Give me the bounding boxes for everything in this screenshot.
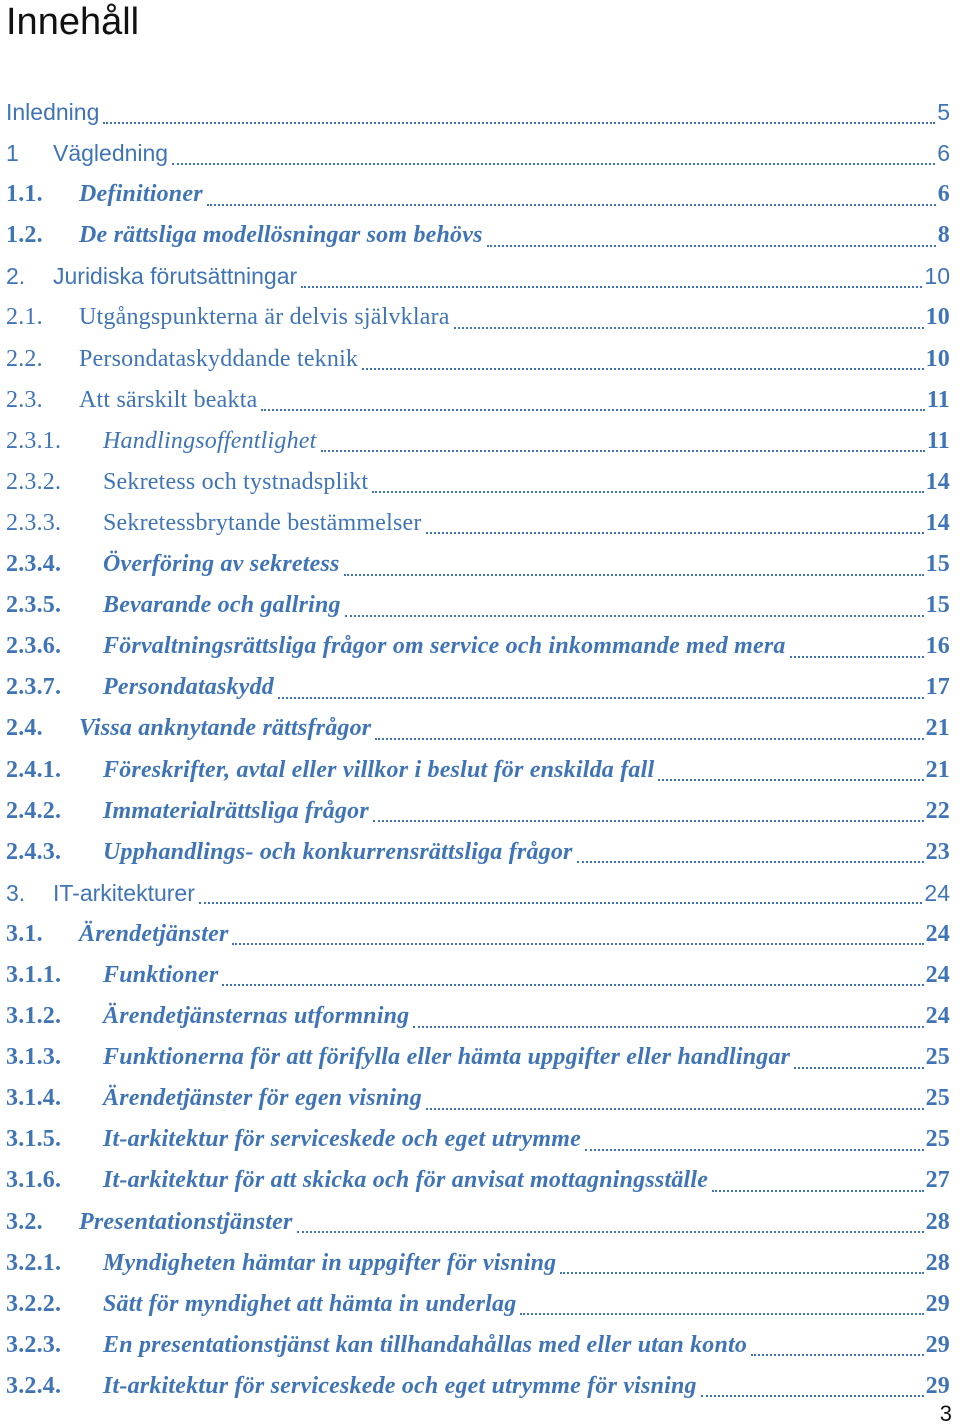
dot-leader: [577, 861, 924, 863]
toc-entry-title: Definitioner: [79, 181, 203, 208]
dot-leader: [790, 656, 924, 658]
toc-entry-page: 11: [926, 427, 950, 454]
toc-entry-number: 3.2.: [6, 1208, 43, 1235]
dot-leader: [362, 368, 923, 370]
toc-entry-title: Sekretess och tystnadsplikt: [103, 468, 369, 495]
toc-entry-title: IT-arkitekturer: [53, 879, 195, 906]
toc-entry-page: 21: [925, 715, 950, 742]
toc-entry-title: Funktionerna för att förifylla eller hämta uppgifter eller handlingar: [103, 1044, 791, 1071]
dot-leader: [585, 1149, 924, 1151]
toc-entry-title: Juridiska förutsättningar: [53, 263, 298, 290]
toc-entry-1-2[interactable]: [0, 215, 960, 256]
toc-entry-page: 11: [926, 386, 950, 413]
toc-entry-number: 3.1.5.: [6, 1126, 62, 1153]
toc-entry-2-1[interactable]: [0, 297, 960, 338]
toc-entry-number: 2.3.3.: [6, 509, 62, 536]
dot-leader: [344, 574, 924, 576]
toc-entry-number: 3.2.2.: [6, 1290, 62, 1317]
toc-entry-title: Ärendetjänster för egen visning: [103, 1085, 422, 1112]
dot-leader: [301, 286, 922, 288]
dot-leader: [658, 779, 923, 781]
toc-entry-title: Att särskilt beakta: [79, 386, 258, 413]
toc-entry-title: Persondataskydd: [103, 674, 274, 701]
dot-leader: [345, 615, 924, 617]
toc-entry-page: 6: [937, 140, 950, 167]
toc-entry-2-3-4[interactable]: [0, 544, 960, 585]
toc-entry-page: 25: [925, 1044, 950, 1071]
page-title: Innehåll: [6, 1, 140, 43]
dot-leader: [413, 1026, 923, 1028]
toc-entry-number: 2.1.: [6, 304, 43, 331]
toc-entry-page: 10: [925, 304, 950, 331]
dot-leader: [297, 1231, 924, 1233]
toc-entry-title: Överföring av sekretess: [103, 551, 340, 578]
toc-entry-number: 1.1.: [6, 181, 43, 208]
toc-entry-number: 3.1.: [6, 920, 43, 947]
toc-entry-2-4[interactable]: [0, 708, 960, 749]
toc-entry-title: Handlingsoffentlighet: [103, 427, 317, 454]
toc-entry-page: 23: [925, 838, 950, 865]
toc-entry-number: 3.1.4.: [6, 1085, 62, 1112]
toc-entry-title: En presentationstjänst kan tillhandahållas med eller utan konto: [103, 1331, 748, 1358]
toc-entry-title: Ärendetjänsternas utformning: [103, 1003, 410, 1030]
dot-leader: [520, 1313, 923, 1315]
dot-leader: [487, 245, 936, 247]
dot-leader: [222, 984, 923, 986]
dot-leader: [560, 1272, 923, 1274]
dot-leader: [232, 943, 923, 945]
toc-entry-3-1-5[interactable]: [0, 1119, 960, 1160]
toc-entry-page: 8: [937, 222, 950, 249]
toc-entry-number: 2.: [6, 263, 26, 290]
toc-entry-number: 3.2.4.: [6, 1372, 62, 1399]
toc-entry-1[interactable]: [0, 133, 960, 174]
toc-entry-page: 24: [925, 1003, 950, 1030]
toc-entry-page: 16: [925, 633, 950, 660]
toc-entry-title: Ärendetjänster: [79, 920, 229, 947]
dot-leader: [375, 738, 923, 740]
toc-entry-3-1-6[interactable]: [0, 1160, 960, 1201]
toc-entry-page: 24: [924, 879, 950, 906]
toc-entry-2-3-3[interactable]: [0, 503, 960, 544]
toc-entry-page: 29: [925, 1372, 950, 1399]
toc-entry-page: 14: [925, 509, 950, 536]
toc-entry-2-3-2[interactable]: [0, 462, 960, 503]
dot-leader: [321, 450, 925, 452]
toc-entry-title: Myndigheten hämtar in uppgifter för visning: [103, 1249, 557, 1276]
toc-entry-page: 22: [925, 797, 950, 824]
toc-entry-title: Sekretessbrytande bestämmelser: [103, 509, 422, 536]
toc-entry-2-3-1[interactable]: [0, 421, 960, 462]
toc-entry-2-4-1[interactable]: [0, 750, 960, 791]
toc-entry-page: 28: [925, 1208, 950, 1235]
toc-entry-page: 29: [925, 1331, 950, 1358]
toc-entry-page: 21: [925, 756, 950, 783]
toc-entry-title: Upphandlings- och konkurrensrättsliga frågor: [103, 838, 573, 865]
toc-entry-title: It-arkitektur för serviceskede och eget utrymme: [103, 1126, 581, 1153]
toc-entry-2-3-5[interactable]: [0, 585, 960, 626]
toc-entry-3-2[interactable]: [0, 1202, 960, 1243]
dot-leader: [712, 1190, 923, 1192]
toc-entry-3-1-3[interactable]: [0, 1037, 960, 1078]
toc-entry-page: 14: [925, 468, 950, 495]
toc-entry-2-4-2[interactable]: [0, 791, 960, 832]
table-of-contents: [0, 92, 960, 1407]
dot-leader: [701, 1395, 924, 1397]
toc-entry-page: 10: [925, 345, 950, 372]
toc-entry-number: 3.2.3.: [6, 1331, 62, 1358]
toc-entry-number: 2.4.: [6, 715, 43, 742]
toc-entry-3-1[interactable]: [0, 914, 960, 955]
toc-entry-title: It-arkitektur för serviceskede och eget utrymme för visning: [103, 1372, 697, 1399]
toc-entry-title: Funktioner: [103, 961, 219, 988]
dot-leader: [261, 409, 925, 411]
toc-entry-2-4-3[interactable]: [0, 832, 960, 873]
toc-entry-number: 3.2.1.: [6, 1249, 62, 1276]
toc-entry-number: 2.3.1.: [6, 427, 62, 454]
toc-entry-number: 2.3.6.: [6, 633, 62, 660]
toc-entry-inledning[interactable]: [0, 92, 960, 133]
toc-entry-title: Persondataskyddande teknik: [79, 345, 359, 372]
toc-entry-page: 5: [937, 99, 950, 125]
toc-entry-page: 24: [925, 920, 950, 947]
toc-entry-title: It-arkitektur för att skicka och för anvisat mottagningsställe: [103, 1167, 709, 1194]
toc-entry-number: 2.3.7.: [6, 674, 62, 701]
dot-leader: [426, 1108, 924, 1110]
toc-entry-title: Utgångspunkterna är delvis självklara: [79, 304, 450, 331]
toc-entry-number: 2.3.4.: [6, 551, 62, 578]
dot-leader: [751, 1354, 924, 1356]
toc-entry-number: 2.4.3.: [6, 838, 62, 865]
toc-entry-page: 15: [925, 592, 950, 619]
dot-leader: [426, 532, 924, 534]
toc-entry-title: Sätt för myndighet att hämta in underlag: [103, 1290, 517, 1317]
toc-entry-title: Presentationstjänster: [79, 1208, 293, 1235]
toc-entry-number: 3.1.6.: [6, 1167, 62, 1194]
toc-entry-title: De rättsliga modellösningar som behövs: [79, 222, 483, 249]
dot-leader: [794, 1067, 923, 1069]
toc-entry-title: Föreskrifter, avtal eller villkor i beslut för enskilda fall: [103, 756, 655, 783]
toc-entry-number: 3.1.2.: [6, 1003, 62, 1030]
toc-entry-title: Bevarande och gallring: [103, 592, 341, 619]
toc-entry-number: 2.3.: [6, 386, 43, 413]
toc-entry-number: 2.2.: [6, 345, 43, 372]
toc-entry-number: 3.1.3.: [6, 1044, 62, 1071]
toc-entry-page: 25: [925, 1126, 950, 1153]
toc-entry-3-2-2[interactable]: [0, 1284, 960, 1325]
toc-entry-3-2-1[interactable]: [0, 1243, 960, 1284]
toc-entry-number: 2.3.2.: [6, 468, 62, 495]
toc-entry-number: 3.1.1.: [6, 961, 62, 988]
toc-entry-2[interactable]: [0, 256, 960, 297]
toc-entry-page: 15: [925, 551, 950, 578]
toc-entry-3-2-4[interactable]: [0, 1366, 960, 1407]
dot-leader: [207, 204, 936, 206]
toc-entry-page: 17: [925, 674, 950, 701]
toc-entry-2-3[interactable]: [0, 380, 960, 421]
toc-entry-page: 29: [925, 1290, 950, 1317]
toc-entry-number: 1.2.: [6, 222, 43, 249]
toc-entry-3-1-2[interactable]: [0, 996, 960, 1037]
dot-leader: [454, 327, 924, 329]
toc-entry-number: 2.4.2.: [6, 797, 62, 824]
toc-entry-title: Förvaltningsrättsliga frågor om service och inkommande med mera: [103, 633, 786, 660]
toc-entry-title: Inledning: [6, 99, 100, 125]
toc-entry-1-1[interactable]: [0, 174, 960, 215]
toc-entry-title: Vägledning: [53, 140, 169, 167]
toc-entry-number: 2.3.5.: [6, 592, 62, 619]
page-number: 3: [939, 1401, 952, 1426]
toc-entry-3-1-4[interactable]: [0, 1078, 960, 1119]
dot-leader: [172, 163, 935, 165]
toc-entry-page: 28: [925, 1249, 950, 1276]
toc-entry-title: Vissa anknytande rättsfrågor: [79, 715, 372, 742]
dot-leader: [278, 697, 924, 699]
dot-leader: [103, 122, 935, 124]
toc-entry-3-2-3[interactable]: [0, 1325, 960, 1366]
toc-entry-number: 1: [6, 140, 19, 167]
dot-leader: [372, 491, 923, 493]
toc-entry-page: 27: [925, 1167, 950, 1194]
toc-entry-title: Immaterialrättsliga frågor: [103, 797, 369, 824]
toc-entry-number: 3.: [6, 879, 26, 906]
toc-entry-page: 25: [925, 1085, 950, 1112]
toc-entry-2-3-6[interactable]: [0, 626, 960, 667]
toc-entry-2-2[interactable]: [0, 339, 960, 380]
toc-entry-3-1-1[interactable]: [0, 955, 960, 996]
toc-entry-page: 24: [925, 961, 950, 988]
toc-entry-2-3-7[interactable]: [0, 667, 960, 708]
dot-leader: [373, 820, 924, 822]
toc-entry-page: 6: [937, 181, 950, 208]
toc-entry-number: 2.4.1.: [6, 756, 62, 783]
toc-entry-page: 10: [924, 263, 950, 290]
dot-leader: [199, 902, 923, 904]
toc-entry-3[interactable]: [0, 873, 960, 914]
